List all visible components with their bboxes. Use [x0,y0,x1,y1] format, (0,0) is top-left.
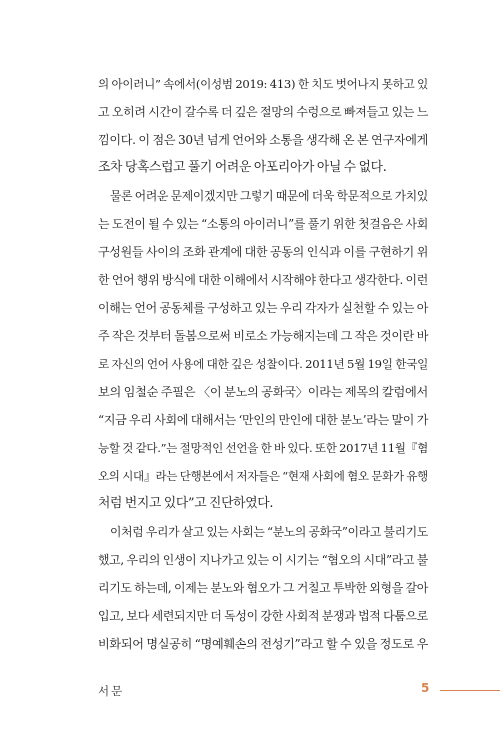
text-line: 구성원들 사이의 조화 관계에 대한 공동의 인식과 이를 구현하기 위 [98,245,428,259]
text-line: 입고, 보다 세련되지만 더 독성이 강한 사회적 분쟁과 법적 다툼으로 [98,609,428,623]
text-line: 했고, 우리의 인생이 지나가고 있는 이 시기는 “혐오의 시대”라고 불 [98,553,428,567]
text-line: 한 언어 행위 방식에 대한 이해에서 시작해야 한다고 생각한다. 이런 [98,273,428,287]
text-line: 처럼 번지고 있다”고 진단하였다. [98,496,274,511]
text-line: 는 도전이 될 수 있는 “소통의 아이러니”를 풀기 위한 첫걸음은 사회 [98,217,428,231]
body-text [98,70,428,658]
text-line: “지금 우리 사회에 대해서는 ‘만인의 만인에 대한 분노’라는 말이 가 [98,413,428,427]
text-line: 로 자신의 언어 사용에 대한 깊은 성찰이다. 2011년 5월 19일 한국일 [98,357,428,371]
text-line: 이처럼 우리가 살고 있는 사회는 “분노의 공화국”이라고 불리기도 [110,525,428,539]
text-line: 보의 임철순 주필은 〈이 분노의 공화국〉이라는 제목의 칼럼에서 [98,385,428,399]
text-line: 비화되어 명실공히 “명예훼손의 전성기”라고 할 수 있을 정도로 우 [98,637,428,651]
text-line: 능할 것 같다.”는 절망적인 선언을 한 바 있다. 또한 2017년 11월『혐 [98,441,428,455]
text-line: 리기도 하는데, 이제는 분노와 혐오가 그 거칠고 투박한 외형을 갈아 [98,581,428,595]
text-line: 이해는 언어 공동체를 구성하고 있는 우리 각자가 실천할 수 있는 아 [98,301,428,315]
text-line: 오의 시대』라는 단행본에서 저자들은 “현재 사회에 혐오 문화가 유행 [98,469,428,483]
text-line: 고 오히려 시간이 갈수록 더 깊은 절망의 수렁으로 빠져들고 있는 느 [98,105,428,119]
text-line: 물론 어려운 문제이겠지만 그렇기 때문에 더욱 학문적으로 가치있 [110,189,428,203]
text-line: 조차 당혹스럽고 풀기 어려운 아포리아가 아닐 수 없다. [98,160,387,175]
footer-accent-rule [440,690,500,691]
page-number: 5 [421,681,430,695]
text-line: 의 아이러니” 속에서(이성범 2019: 413) 한 치도 벗어나지 못하고 있 [98,77,428,91]
text-line: 낌이다. 이 점은 30년 넘게 언어와 소통을 생각해 온 본 연구자에게 [98,133,428,147]
running-footer-section-title: 서문 [98,684,125,698]
text-line: 주 작은 것부터 돌봄으로써 비로소 가능해지는데 그 작은 것이란 바 [98,329,428,343]
